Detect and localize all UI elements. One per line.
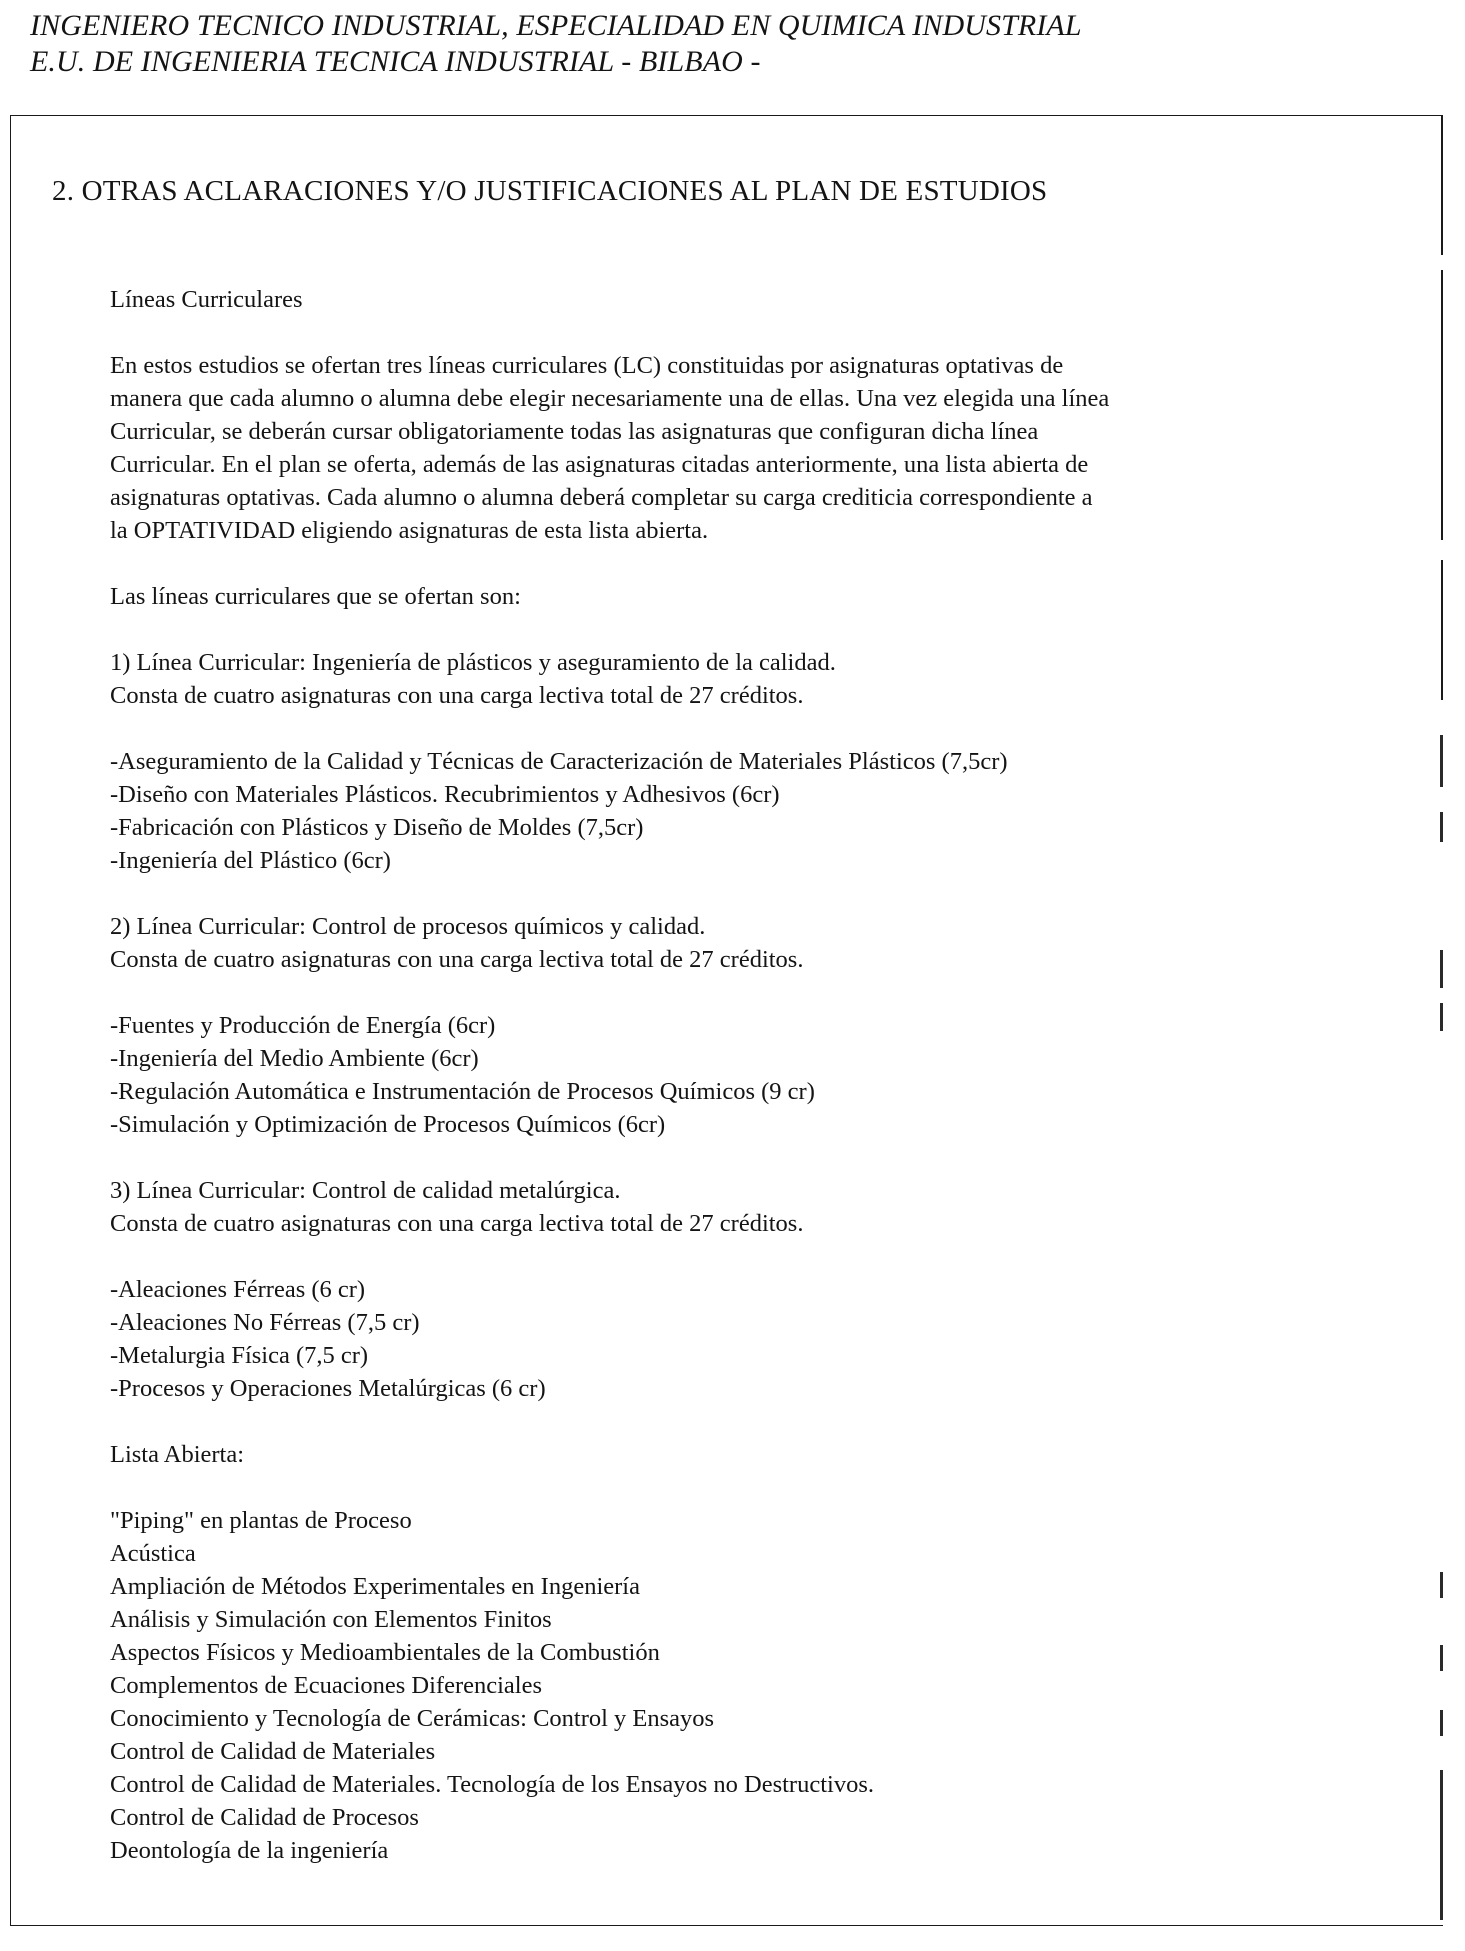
open-list-item: Deontología de la ingeniería bbox=[110, 1837, 389, 1864]
frame-right-border bbox=[1440, 735, 1443, 787]
curricular-line-3 bbox=[110, 1174, 1340, 1405]
open-list-item: Análisis y Simulación con Elementos Finitos bbox=[110, 1606, 552, 1633]
subject-item: -Fuentes y Producción de Energía (6cr) bbox=[110, 1012, 496, 1039]
section-title: 2. OTRAS ACLARACIONES Y/O JUSTIFICACIONES AL PLAN DE ESTUDIOS bbox=[52, 175, 1048, 207]
intro-line: asignaturas optativas. Cada alumno o alumna deberá completar su carga crediticia correspondiente a bbox=[110, 484, 1093, 511]
intro-line: Curricular, se deberán cursar obligatoriamente todas las asignaturas que configuran dicha línea bbox=[110, 418, 1039, 445]
lines-intro: Las líneas curriculares que se ofertan son: bbox=[110, 583, 521, 610]
open-list-item: Control de Calidad de Procesos bbox=[110, 1804, 419, 1831]
subsection-title: Líneas Curriculares bbox=[110, 286, 303, 313]
curricular-line-title: 2) Línea Curricular: Control de procesos químicos y calidad. bbox=[110, 913, 706, 940]
curricular-line-title: 1) Línea Curricular: Ingeniería de plásticos y aseguramiento de la calidad. bbox=[110, 649, 836, 676]
open-list-item: "Piping" en plantas de Proceso bbox=[110, 1507, 412, 1534]
subject-item: -Metalurgia Física (7,5 cr) bbox=[110, 1342, 369, 1369]
open-list-item: Aspectos Físicos y Medioambientales de la Combustión bbox=[110, 1639, 660, 1666]
frame-right-border bbox=[1440, 950, 1443, 988]
curricular-line-summary: Consta de cuatro asignaturas con una carga lectiva total de 27 créditos. bbox=[110, 946, 804, 973]
subject-item: -Procesos y Operaciones Metalúrgicas (6 cr) bbox=[110, 1375, 546, 1402]
open-list-item: Complementos de Ecuaciones Diferenciales bbox=[110, 1672, 542, 1699]
subject-item: -Aleaciones Férreas (6 cr) bbox=[110, 1276, 366, 1303]
section-body bbox=[110, 283, 1340, 1867]
subject-item: -Aleaciones No Férreas (7,5 cr) bbox=[110, 1309, 420, 1336]
frame-right-border bbox=[1440, 1770, 1443, 1920]
header-degree-title: INGENIERO TECNICO INDUSTRIAL, ESPECIALIDAD EN QUIMICA INDUSTRIAL bbox=[30, 9, 1082, 42]
intro-paragraph bbox=[110, 349, 1340, 547]
intro-line: manera que cada alumno o alumna debe elegir necesariamente una de ellas. Una vez elegida una línea bbox=[110, 385, 1110, 412]
frame-right-border bbox=[1440, 1710, 1443, 1736]
subject-item: -Fabricación con Plásticos y Diseño de Moldes (7,5cr) bbox=[110, 814, 644, 841]
subject-item: -Aseguramiento de la Calidad y Técnicas de Caracterización de Materiales Plásticos (7,5cr) bbox=[110, 748, 1008, 775]
subject-item: -Ingeniería del Plástico (6cr) bbox=[110, 847, 391, 874]
curricular-line-summary: Consta de cuatro asignaturas con una carga lectiva total de 27 créditos. bbox=[110, 1210, 804, 1237]
frame-right-border bbox=[1440, 1645, 1443, 1671]
subject-item: -Regulación Automática e Instrumentación de Procesos Químicos (9 cr) bbox=[110, 1078, 815, 1105]
intro-line: la OPTATIVIDAD eligiendo asignaturas de esta lista abierta. bbox=[110, 517, 709, 544]
open-list-item: Control de Calidad de Materiales bbox=[110, 1738, 436, 1765]
frame-right-border bbox=[1440, 1572, 1443, 1598]
open-list bbox=[110, 1438, 1340, 1867]
frame-right-border bbox=[1440, 812, 1443, 842]
frame-right-border bbox=[1441, 115, 1443, 255]
intro-line: En estos estudios se ofertan tres líneas curriculares (LC) constituidas por asignaturas optativas de bbox=[110, 352, 1064, 379]
curricular-line-1 bbox=[110, 646, 1340, 877]
subject-item: -Diseño con Materiales Plásticos. Recubrimientos y Adhesivos (6cr) bbox=[110, 781, 780, 808]
intro-line: Curricular. En el plan se oferta, además de las asignaturas citadas anteriormente, una lista abierta de bbox=[110, 451, 1089, 478]
subject-item: -Simulación y Optimización de Procesos Químicos (6cr) bbox=[110, 1111, 666, 1138]
frame-right-border bbox=[1441, 560, 1443, 700]
open-list-item: Conocimiento y Tecnología de Cerámicas: Control y Ensayos bbox=[110, 1705, 715, 1732]
curricular-line-title: 3) Línea Curricular: Control de calidad metalúrgica. bbox=[110, 1177, 621, 1204]
subject-item: -Ingeniería del Medio Ambiente (6cr) bbox=[110, 1045, 479, 1072]
header-school-name: E.U. DE INGENIERIA TECNICA INDUSTRIAL - BILBAO - bbox=[30, 45, 761, 78]
curricular-line-2 bbox=[110, 910, 1340, 1141]
open-list-item: Control de Calidad de Materiales. Tecnología de los Ensayos no Destructivos. bbox=[110, 1771, 874, 1798]
open-list-item: Acústica bbox=[110, 1540, 196, 1567]
frame-right-border bbox=[1440, 1003, 1443, 1031]
open-list-title: Lista Abierta: bbox=[110, 1441, 245, 1468]
curricular-line-summary: Consta de cuatro asignaturas con una carga lectiva total de 27 créditos. bbox=[110, 682, 804, 709]
frame-right-border bbox=[1441, 270, 1443, 540]
document-header bbox=[30, 8, 1082, 80]
open-list-item: Ampliación de Métodos Experimentales en Ingeniería bbox=[110, 1573, 640, 1600]
